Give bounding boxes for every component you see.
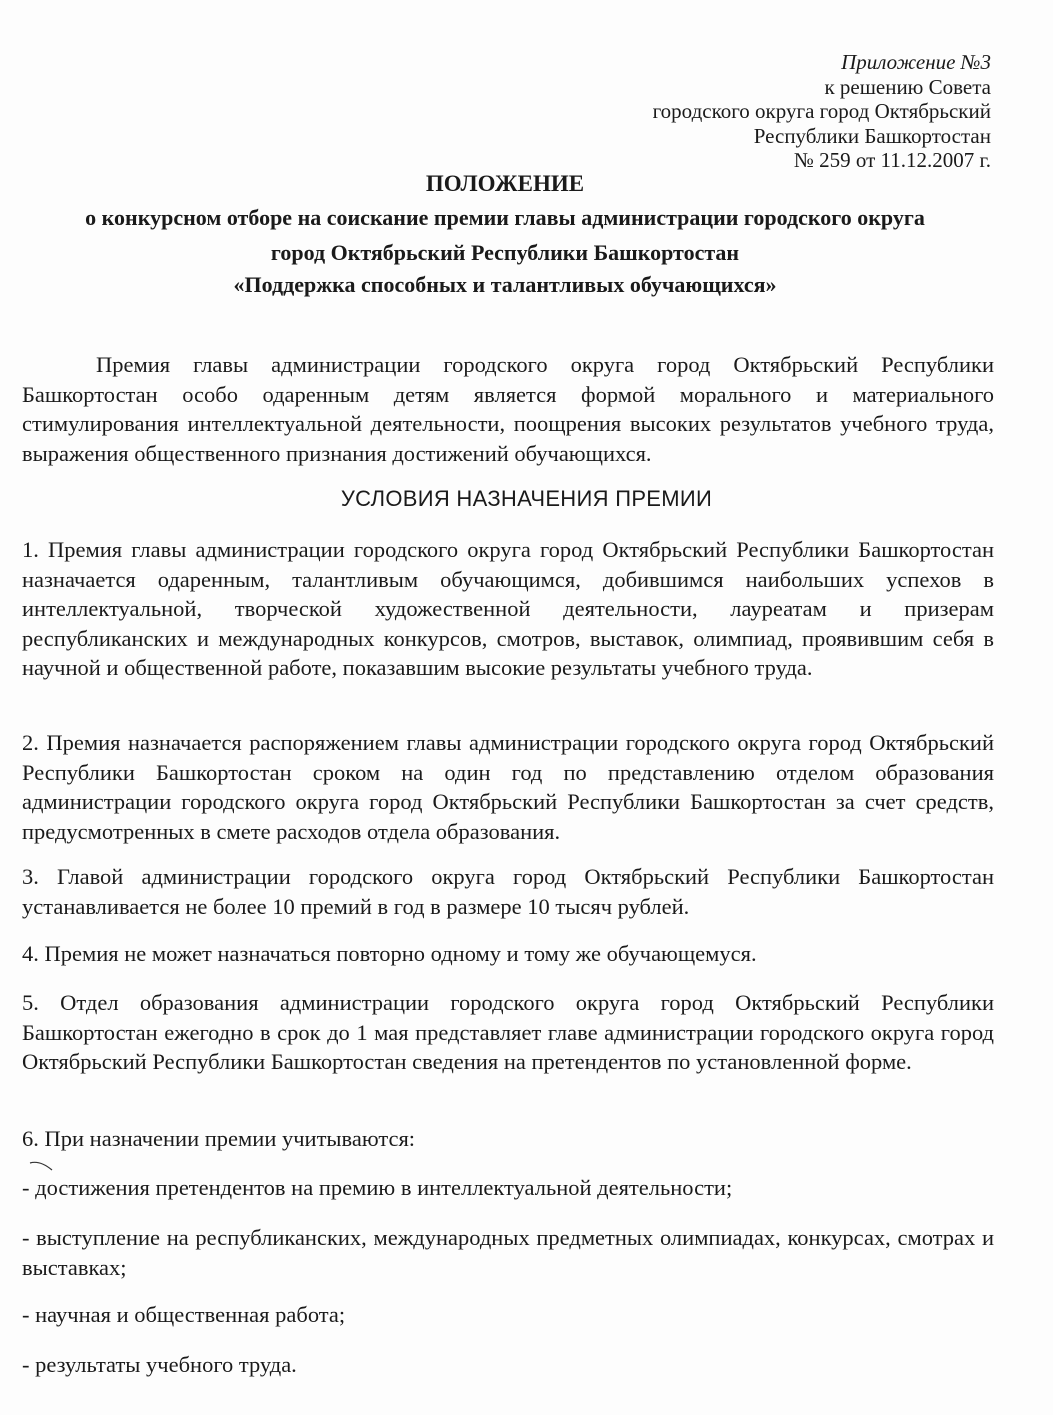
paragraph-1: 1. Премия главы администрации городского округа город Октябрьский Республики Башкортостан назначается одаренным, талантливым обучающимся, добившимся наибольших успехов в интеллектуальной, творческой художественной деятельности, лауреатам и призерам республиканских и международных конкурсов, смотров, выставок, олимпиад, проявившим себя в научной и общественной работе, показавшим высокие результаты учебного труда. — [22, 537, 994, 680]
document-title: ПОЛОЖЕНИЕ — [425, 171, 585, 196]
paragraph-4: 4. Премия не может назначаться повторно одному и тому же обучающемуся. — [22, 941, 757, 966]
paragraph-3: 3. Главой администрации городского округа город Октябрьский Республики Башкортостан устанавливается не более 10 премий в год в размере 10 тысяч рублей. — [22, 864, 994, 919]
list-item: - достижения претендентов на премию в интеллектуальной деятельности; — [22, 1175, 733, 1200]
appendix-line: городского округа город Октябрьский — [652, 99, 991, 123]
paragraph-6: 6. При назначении премии учитываются: — [22, 1126, 416, 1151]
appendix-number: Приложение №3 — [841, 50, 991, 74]
document-subtitle-line: о конкурсном отборе на соискание премии главы администрации городского округа — [85, 205, 925, 230]
list-item: - научная и общественная работа; — [22, 1302, 346, 1327]
paragraph-5: 5. Отдел образования администрации городского округа город Октябрьский Республики Башкортостан ежегодно в срок до 1 мая представляет главе администрации городского округа город Октябрьский Республики Башкортостан сведения на претендентов по установленной форме. — [22, 990, 994, 1074]
intro-paragraph: Премия главы администрации городского округа город Октябрьский Республики Башкортостан особо одаренным детям является формой морального и материального стимулирования интеллектуальной деятельности, поощрения высоких результатов учебного труда, выражения общественного признания достижений обучающихся. — [22, 352, 994, 466]
document-subtitle-line: «Поддержка способных и талантливых обучающихся» — [233, 272, 777, 297]
paragraph-2: 2. Премия назначается распоряжением главы администрации городского округа город Октябрьский Республики Башкортостан сроком на один год по представлению отделом образования администрации городского округа город Октябрьский Республики Башкортостан за счет средств, предусмотренных в смете расходов отдела образования. — [22, 730, 994, 844]
appendix-line: Республики Башкортостан — [753, 123, 991, 148]
document-subtitle-line: город Октябрьский Республики Башкортостан — [270, 240, 740, 265]
pen-mark-icon — [28, 1160, 54, 1172]
appendix-line: к решению Совета — [824, 74, 991, 99]
appendix-decision-number: № 259 от 11.12.2007 г. — [793, 148, 991, 172]
list-item: - результаты учебного труда. — [22, 1352, 297, 1377]
list-item: - выступление на республиканских, международных предметных олимпиадах, конкурсах, смотрах и выставках; — [22, 1225, 994, 1280]
section-title: УСЛОВИЯ НАЗНАЧЕНИЯ ПРЕМИИ — [340, 486, 713, 511]
appendix-header — [653, 50, 991, 173]
